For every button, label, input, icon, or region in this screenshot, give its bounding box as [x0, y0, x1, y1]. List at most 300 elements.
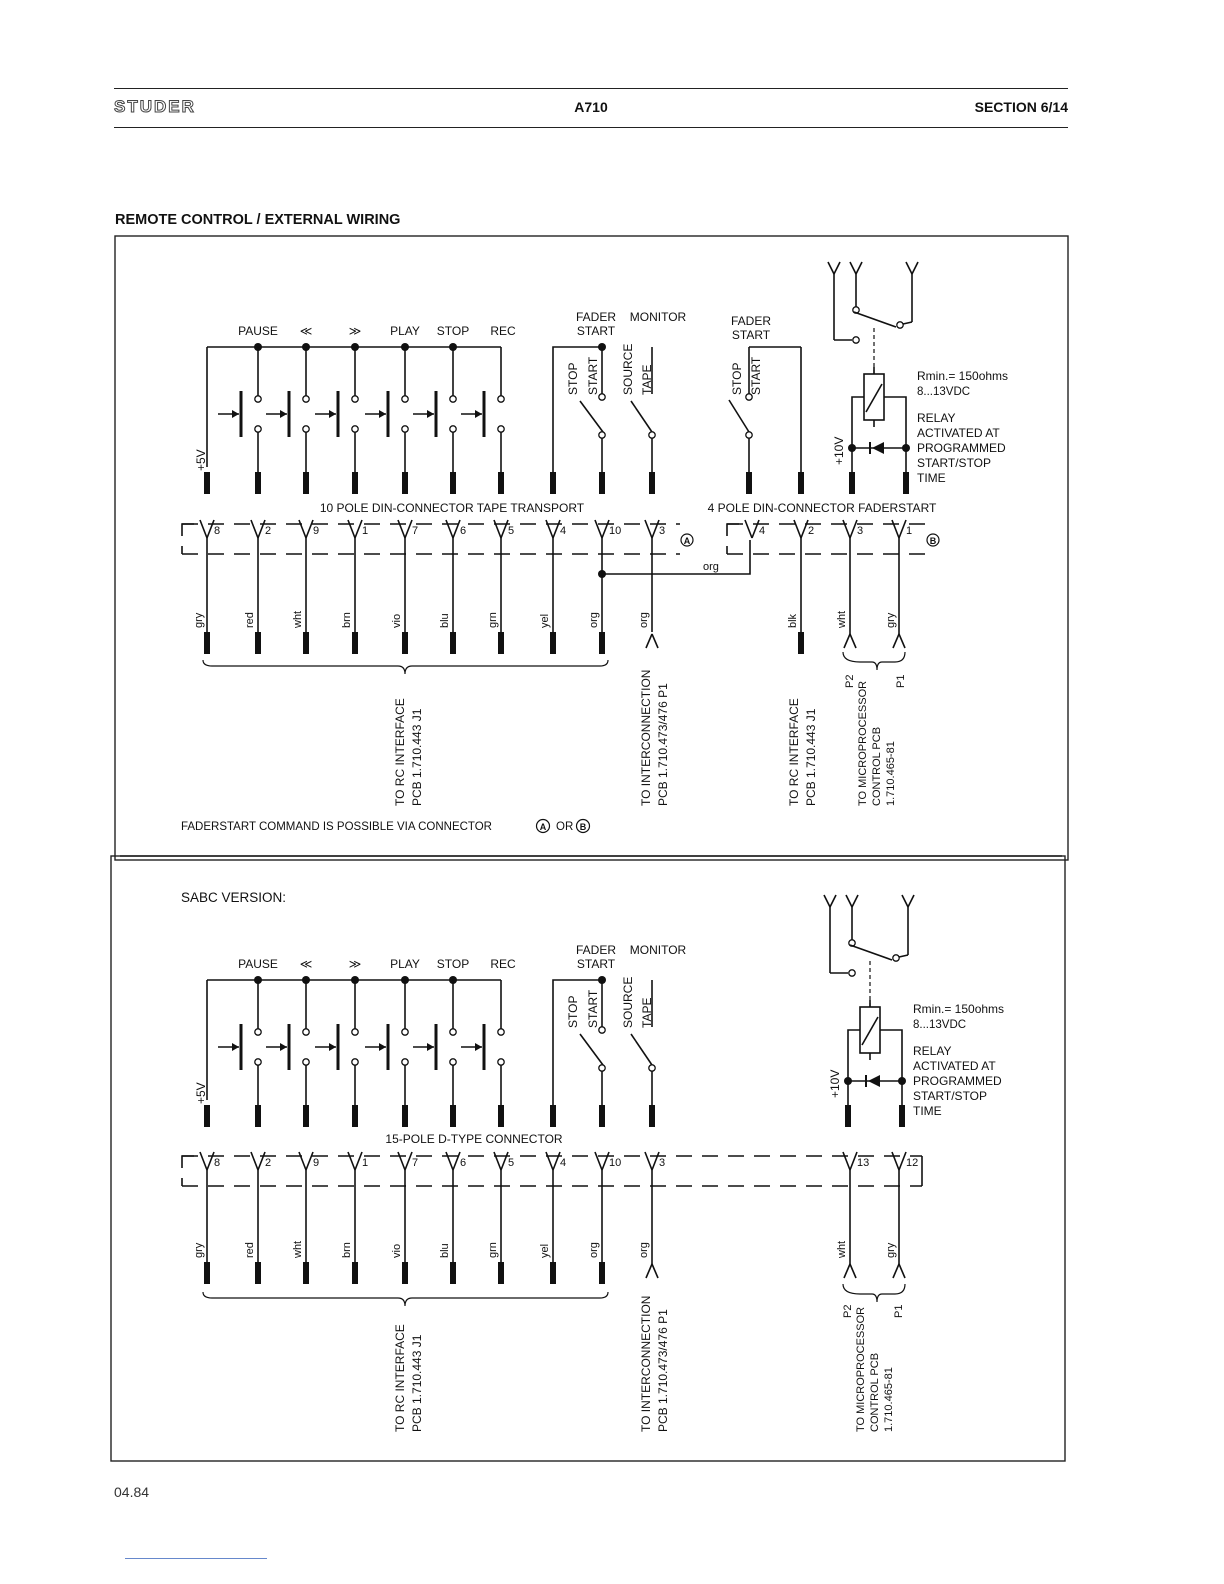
marker-b: B: [929, 536, 937, 546]
relay-text: TIME: [913, 1104, 942, 1118]
wire-end-pin: [352, 1262, 358, 1284]
wire-color-label: brn: [341, 612, 353, 628]
connector-pin-y: [299, 1152, 306, 1170]
wire-color-label: org: [638, 612, 650, 628]
fader-switch-blade: [580, 1034, 603, 1065]
wire-end-y: [893, 1264, 899, 1278]
connector-pin-stub: [402, 1105, 408, 1127]
start-title-label: START: [576, 324, 616, 338]
plus10v-label: +10V: [832, 436, 846, 465]
vdc-label: 8...13VDC: [913, 1019, 967, 1031]
wire-color-label: red: [244, 1242, 256, 1258]
wire-color-label: brn: [341, 1242, 353, 1258]
connector-pin-y: [446, 1152, 453, 1170]
pushbutton-arrowhead: [280, 1043, 287, 1051]
relay-nc-contact: [849, 970, 855, 976]
pin-number: 13: [857, 1157, 870, 1169]
relay-switch-blade: [854, 312, 896, 327]
dest-rc-label: TO RC INTERFACE: [393, 698, 407, 806]
rmin-label: Rmin.= 150ohms: [917, 369, 1009, 383]
pin-number: 4: [759, 525, 766, 537]
pin-number: 5: [508, 1157, 515, 1169]
switch-label: REC: [490, 957, 516, 971]
monitor-switch-blade: [631, 401, 652, 432]
dest-micro-label: TO MICROPROCESSOR: [857, 680, 869, 806]
connector-pin-y: [398, 1152, 405, 1170]
plus10v-label: +10V: [828, 1069, 842, 1098]
switch-label: PAUSE: [238, 324, 278, 338]
connector-pin-stub: [798, 472, 804, 494]
switch-contact-top: [450, 1029, 456, 1035]
vdc-label: 8...13VDC: [917, 386, 971, 398]
wire-color-label: vio: [391, 613, 403, 628]
rc-brace-2: [203, 1292, 608, 1306]
switch-contact-top: [255, 396, 261, 402]
page-title: REMOTE CONTROL / EXTERNAL WIRING: [115, 212, 401, 228]
relay-lead: [899, 955, 908, 957]
connector-pin-y: [251, 520, 258, 538]
fader-label: FADER: [575, 310, 617, 324]
pin-number: 6: [460, 1157, 467, 1169]
connector-pin-y: [258, 1152, 265, 1170]
switch-contact-bottom: [450, 1059, 456, 1065]
relay-contact-y: [906, 262, 912, 274]
relay-contact-y: [908, 895, 914, 907]
switch-contact-bottom: [352, 1059, 358, 1065]
connector-pin-y: [494, 1152, 501, 1170]
switch-label: PLAY: [390, 324, 420, 338]
relay-text: TIME: [917, 471, 946, 485]
wire-color-label: wht: [292, 610, 304, 628]
connector-pin-stub: [599, 1105, 605, 1127]
pushbutton-arrowhead: [427, 1043, 434, 1051]
tape-label: TAPE: [640, 997, 654, 1028]
wire-end-pin: [450, 1262, 456, 1284]
connector-pin-y: [652, 1152, 659, 1170]
connector-pin-y: [494, 520, 501, 538]
monitor-switch-blade: [631, 1034, 652, 1065]
note-or: OR: [556, 821, 574, 833]
pin-number: 7: [412, 525, 419, 537]
studer-logo: STUDER: [114, 97, 196, 116]
switch-label: PLAY: [390, 957, 420, 971]
wire-color-label: org: [638, 1242, 650, 1258]
fader2-common: [746, 432, 752, 438]
connector-pin-y: [652, 520, 659, 538]
connector-pin-stub: [550, 472, 556, 494]
relay-lead: [848, 1030, 860, 1081]
connector-pin-y: [207, 520, 214, 538]
faderstart-note: FADERSTART COMMAND IS POSSIBLE VIA CONNECTOR: [181, 821, 492, 833]
connector-pin-stub: [550, 1105, 556, 1127]
pushbutton-arrowhead: [379, 410, 386, 418]
monitor-label: MONITOR: [629, 310, 687, 324]
pushbutton-arrowhead: [427, 410, 434, 418]
section-label: SECTION 6/14: [974, 99, 1068, 115]
pin-number: 7: [412, 1157, 419, 1169]
p1-label: P1: [893, 1304, 905, 1318]
connector-bracket: [182, 1156, 194, 1168]
connector-pin-y: [794, 520, 801, 538]
pin-number: 6: [460, 525, 467, 537]
wire-color-label: yel: [539, 613, 551, 628]
dest-rc2-pcb: PCB 1.710.443 J1: [804, 708, 818, 806]
dest-micro-pcb: CONTROL PCB: [869, 1352, 881, 1432]
switch-contact-top: [352, 1029, 358, 1035]
wire-end-pin: [204, 632, 210, 654]
wire-end-y: [652, 634, 658, 648]
wire-end-pin: [352, 632, 358, 654]
connector-pin-y: [348, 1152, 355, 1170]
wire-end-pin: [402, 632, 408, 654]
connector-pin-stub: [845, 1105, 851, 1127]
pin-number: 3: [857, 525, 864, 537]
connector-pin-y: [899, 520, 906, 538]
fader-switch-blade: [580, 401, 603, 432]
connector-pin-stub: [849, 472, 855, 494]
rmin-label: Rmin.= 150ohms: [913, 1002, 1005, 1016]
connector-pin-y: [645, 1152, 652, 1170]
wire-color-label: wht: [292, 1240, 304, 1258]
pushbutton-arrowhead: [280, 410, 287, 418]
dest-inter-pcb: PCB 1.710.473/476 P1: [656, 683, 670, 806]
switch-contact-bottom: [352, 426, 358, 432]
connector-pin-y: [405, 520, 412, 538]
relay-lead: [852, 397, 864, 448]
wire-color-label: grn: [487, 612, 499, 628]
monitor-contact: [649, 432, 655, 438]
relay-contact-y: [834, 262, 840, 274]
connector-pin-stub: [303, 472, 309, 494]
fader-common-contact: [599, 1065, 605, 1071]
connector-pin-y: [553, 520, 560, 538]
org-bridge-wire: [602, 540, 750, 574]
switch-contact-bottom: [402, 1059, 408, 1065]
dest-micro-number: 1.710.465-81: [883, 1367, 895, 1432]
connector-pin-y: [546, 520, 553, 538]
connector-pin-y: [850, 1152, 857, 1170]
connector-pin-y: [843, 1152, 850, 1170]
note-marker-a: A: [539, 822, 547, 832]
pin-number: 3: [659, 1157, 666, 1169]
relay-contact-y: [852, 895, 858, 907]
switch-contact-top: [450, 396, 456, 402]
wire-end-pin: [450, 632, 456, 654]
connector-d-title: 15-POLE D-TYPE CONNECTOR: [385, 1132, 563, 1146]
switch-contact-bottom: [450, 426, 456, 432]
dest-rc-label: TO RC INTERFACE: [393, 1324, 407, 1432]
relay-contact-y: [850, 262, 856, 274]
connector-pin-stub: [204, 472, 210, 494]
connector-pin-y: [602, 1152, 609, 1170]
connector-pin-y: [398, 520, 405, 538]
switch-contact-top: [498, 396, 504, 402]
pin-number: 1: [362, 525, 369, 537]
connector-pin-y: [752, 520, 759, 538]
relay-text: PROGRAMMED: [913, 1074, 1002, 1088]
connector-pin-y: [801, 520, 808, 538]
connector-pin-stub: [903, 472, 909, 494]
wire-end-y: [646, 634, 652, 648]
stop-label: STOP: [566, 995, 580, 1028]
note-marker-b: B: [579, 822, 587, 832]
wire-end-y: [899, 634, 905, 648]
pushbutton-arrowhead: [475, 410, 482, 418]
pushbutton-arrowhead: [232, 1043, 239, 1051]
pin-number: 8: [214, 525, 221, 537]
relay-text: PROGRAMMED: [917, 441, 1006, 455]
dest-inter-label: TO INTERCONNECTION: [639, 1295, 653, 1432]
switch-contact-bottom: [255, 426, 261, 432]
relay-lead: [880, 1030, 902, 1081]
switch-label: ≪: [299, 324, 313, 338]
connector-a-title: 10 POLE DIN-CONNECTOR TAPE TRANSPORT: [319, 501, 585, 515]
connector-pin-stub: [352, 472, 358, 494]
switch-label: ≪: [299, 957, 313, 971]
dest-rc2-label: TO RC INTERFACE: [787, 698, 801, 806]
connector-b-title: 4 POLE DIN-CONNECTOR FADERSTART: [707, 501, 937, 515]
pin-number: 1: [906, 525, 913, 537]
dest-inter-pcb: PCB 1.710.473/476 P1: [656, 1309, 670, 1432]
switch-contact-top: [303, 396, 309, 402]
wire-color-label: gry: [193, 612, 205, 628]
micro-brace: [843, 652, 905, 670]
connector-pin-stub: [450, 1105, 456, 1127]
switch-contact-bottom: [303, 426, 309, 432]
relay-text: START/STOP: [917, 456, 992, 470]
pushbutton-arrowhead: [329, 410, 336, 418]
switch-label: STOP: [436, 957, 470, 971]
wire-color-label: blu: [439, 613, 451, 628]
switch-contact-top: [402, 396, 408, 402]
wire-end-pin: [255, 1262, 261, 1284]
connector-pin-y: [306, 1152, 313, 1170]
connector-pin-y: [745, 520, 752, 538]
switch-contact-top: [352, 396, 358, 402]
wire-color-label: yel: [539, 1243, 551, 1258]
connector-pin-y: [200, 1152, 207, 1170]
wire-end-y: [646, 1264, 652, 1278]
tape-label: TAPE: [640, 364, 654, 395]
relay-contact-y: [846, 895, 852, 907]
pin-number: 4: [560, 525, 567, 537]
wire-color-label: org: [588, 612, 600, 628]
dest-rc-pcb: PCB 1.710.443 J1: [410, 708, 424, 806]
connector-pin-stub: [498, 472, 504, 494]
wire-end-y: [850, 634, 856, 648]
wire-end-y: [652, 1264, 658, 1278]
wire-color-label: gry: [885, 612, 897, 628]
switch-contact-top: [498, 1029, 504, 1035]
switch-contact-top: [255, 1029, 261, 1035]
relay-contact-y: [912, 262, 918, 274]
pin-number: 2: [265, 1157, 272, 1169]
source-label: SOURCE: [621, 976, 635, 1028]
wire-color-label: blu: [439, 1243, 451, 1258]
pushbutton-arrowhead: [475, 1043, 482, 1051]
connector-pin-stub: [303, 1105, 309, 1127]
wire-color-label: blk: [787, 613, 799, 628]
pushbutton-arrowhead: [379, 1043, 386, 1051]
connector-pin-y: [251, 1152, 258, 1170]
footer-date: 04.84: [114, 1484, 150, 1500]
relay-contact-y: [830, 895, 836, 907]
dest-rc-pcb: PCB 1.710.443 J1: [410, 1334, 424, 1432]
wire-end-pin: [599, 632, 605, 654]
connector-pin-y: [207, 1152, 214, 1170]
connector-pin-y: [501, 520, 508, 538]
wire-end-pin: [550, 632, 556, 654]
connector-pin-y: [595, 520, 602, 538]
connector-pin-y: [553, 1152, 560, 1170]
relay-no-contact: [897, 322, 903, 328]
connector-pin-y: [501, 1152, 508, 1170]
wire-end-pin: [498, 1262, 504, 1284]
pin-number: 10: [609, 525, 622, 537]
org-label: org: [703, 561, 719, 573]
wire-color-label: gry: [885, 1242, 897, 1258]
dest-inter-label: TO INTERCONNECTION: [639, 669, 653, 806]
source-label: SOURCE: [621, 343, 635, 395]
p1-label: P1: [895, 674, 907, 688]
pin-number: 9: [313, 525, 320, 537]
connector-pin-y: [546, 1152, 553, 1170]
connector-pin-y: [892, 520, 899, 538]
connector-pin-stub: [599, 472, 605, 494]
monitor-label: MONITOR: [629, 943, 687, 957]
connector-pin-y: [355, 1152, 362, 1170]
wire-color-label: org: [588, 1242, 600, 1258]
plus5v-label: +5V: [194, 449, 208, 471]
connector-bracket: [727, 524, 739, 536]
dest-micro-label: TO MICROPROCESSOR: [855, 1306, 867, 1432]
start-label-2: START: [749, 356, 763, 395]
p2-label: P2: [842, 1304, 854, 1318]
connector-pin-y: [602, 520, 609, 538]
switch-contact-bottom: [498, 1059, 504, 1065]
relay-contact-y: [824, 895, 830, 907]
connector-pin-y: [899, 1152, 906, 1170]
plus5v-label: +5V: [194, 1082, 208, 1104]
sabc-version-label: SABC VERSION:: [181, 890, 287, 905]
connector-pin-y: [299, 520, 306, 538]
connector-pin-y: [453, 1152, 460, 1170]
connector-pin-stub: [649, 472, 655, 494]
rc-brace: [203, 660, 608, 674]
start-label: START: [586, 989, 600, 1028]
relay-lead: [903, 322, 912, 324]
pushbutton-arrowhead: [232, 410, 239, 418]
p2-label: P2: [844, 674, 856, 688]
connector-pin-y: [892, 1152, 899, 1170]
connector-pin-y: [200, 520, 207, 538]
wire-color-label: wht: [836, 1240, 848, 1258]
connector-pin-stub: [255, 472, 261, 494]
switch-label: REC: [490, 324, 516, 338]
fader-label-2: FADER: [730, 314, 772, 328]
switch-contact-bottom: [255, 1059, 261, 1065]
pin-number: 5: [508, 525, 515, 537]
switch-label: STOP: [436, 324, 470, 338]
pin-number: 4: [560, 1157, 567, 1169]
connector-pin-y: [843, 520, 850, 538]
wire-color-label: gry: [193, 1242, 205, 1258]
wire-color-label: red: [244, 612, 256, 628]
connector-bracket: [182, 524, 194, 536]
relay-contact-y: [828, 262, 834, 274]
relay-contact-y: [856, 262, 862, 274]
pin-number: 12: [906, 1157, 919, 1169]
connector-pin-y: [355, 520, 362, 538]
wire-color-label: vio: [391, 1243, 403, 1258]
dest-micro-number: 1.710.465-81: [885, 741, 897, 806]
connector-pin-stub: [450, 472, 456, 494]
relay-lead: [884, 397, 906, 448]
switch-contact-bottom: [498, 426, 504, 432]
monitor-contact: [649, 1065, 655, 1071]
pin-number: 1: [362, 1157, 369, 1169]
pin-number: 2: [265, 525, 272, 537]
diode-triangle: [872, 442, 884, 454]
dest-micro-pcb: CONTROL PCB: [871, 726, 883, 806]
pin-number: 9: [313, 1157, 320, 1169]
connector-pin-stub: [255, 1105, 261, 1127]
switch-contact-bottom: [402, 426, 408, 432]
wire-end-pin: [255, 632, 261, 654]
connector-pin-stub: [204, 1105, 210, 1127]
connector-pin-y: [453, 520, 460, 538]
relay-switch-blade: [850, 945, 892, 960]
stop-label: STOP: [566, 362, 580, 395]
connector-pin-stub: [352, 1105, 358, 1127]
pin-number: 2: [808, 525, 815, 537]
relay-text: ACTIVATED AT: [913, 1059, 996, 1073]
wire-end-y: [899, 1264, 905, 1278]
pin-number: 3: [659, 525, 666, 537]
wire-end-pin: [204, 1262, 210, 1284]
relay-text: RELAY: [917, 411, 956, 425]
connector-pin-y: [595, 1152, 602, 1170]
fader-common-contact: [599, 432, 605, 438]
switch-contact-bottom: [303, 1059, 309, 1065]
switch-label: ≫: [348, 957, 362, 971]
start-label: START: [586, 356, 600, 395]
connector-pin-y: [850, 520, 857, 538]
wire-end-y: [850, 1264, 856, 1278]
wire-end-y: [893, 634, 899, 648]
wire-end-pin: [303, 632, 309, 654]
connector-pin-stub: [498, 1105, 504, 1127]
pushbutton-arrowhead: [329, 1043, 336, 1051]
switch-contact-top: [303, 1029, 309, 1035]
marker-a: A: [683, 536, 691, 546]
relay-text: START/STOP: [913, 1089, 988, 1103]
wire-end-pin: [402, 1262, 408, 1284]
relay-text: RELAY: [913, 1044, 952, 1058]
pin-number: 10: [609, 1157, 622, 1169]
relay-no-contact: [893, 955, 899, 961]
fader-label: FADER: [575, 943, 617, 957]
connector-pin-y: [446, 520, 453, 538]
wire-end-pin: [599, 1262, 605, 1284]
connector-pin-stub: [402, 472, 408, 494]
micro-brace-2: [843, 1284, 905, 1302]
diode-triangle: [868, 1075, 880, 1087]
switch-label: ≫: [348, 324, 362, 338]
relay-text: ACTIVATED AT: [917, 426, 1000, 440]
connector-pin-y: [645, 520, 652, 538]
connector-pin-y: [405, 1152, 412, 1170]
